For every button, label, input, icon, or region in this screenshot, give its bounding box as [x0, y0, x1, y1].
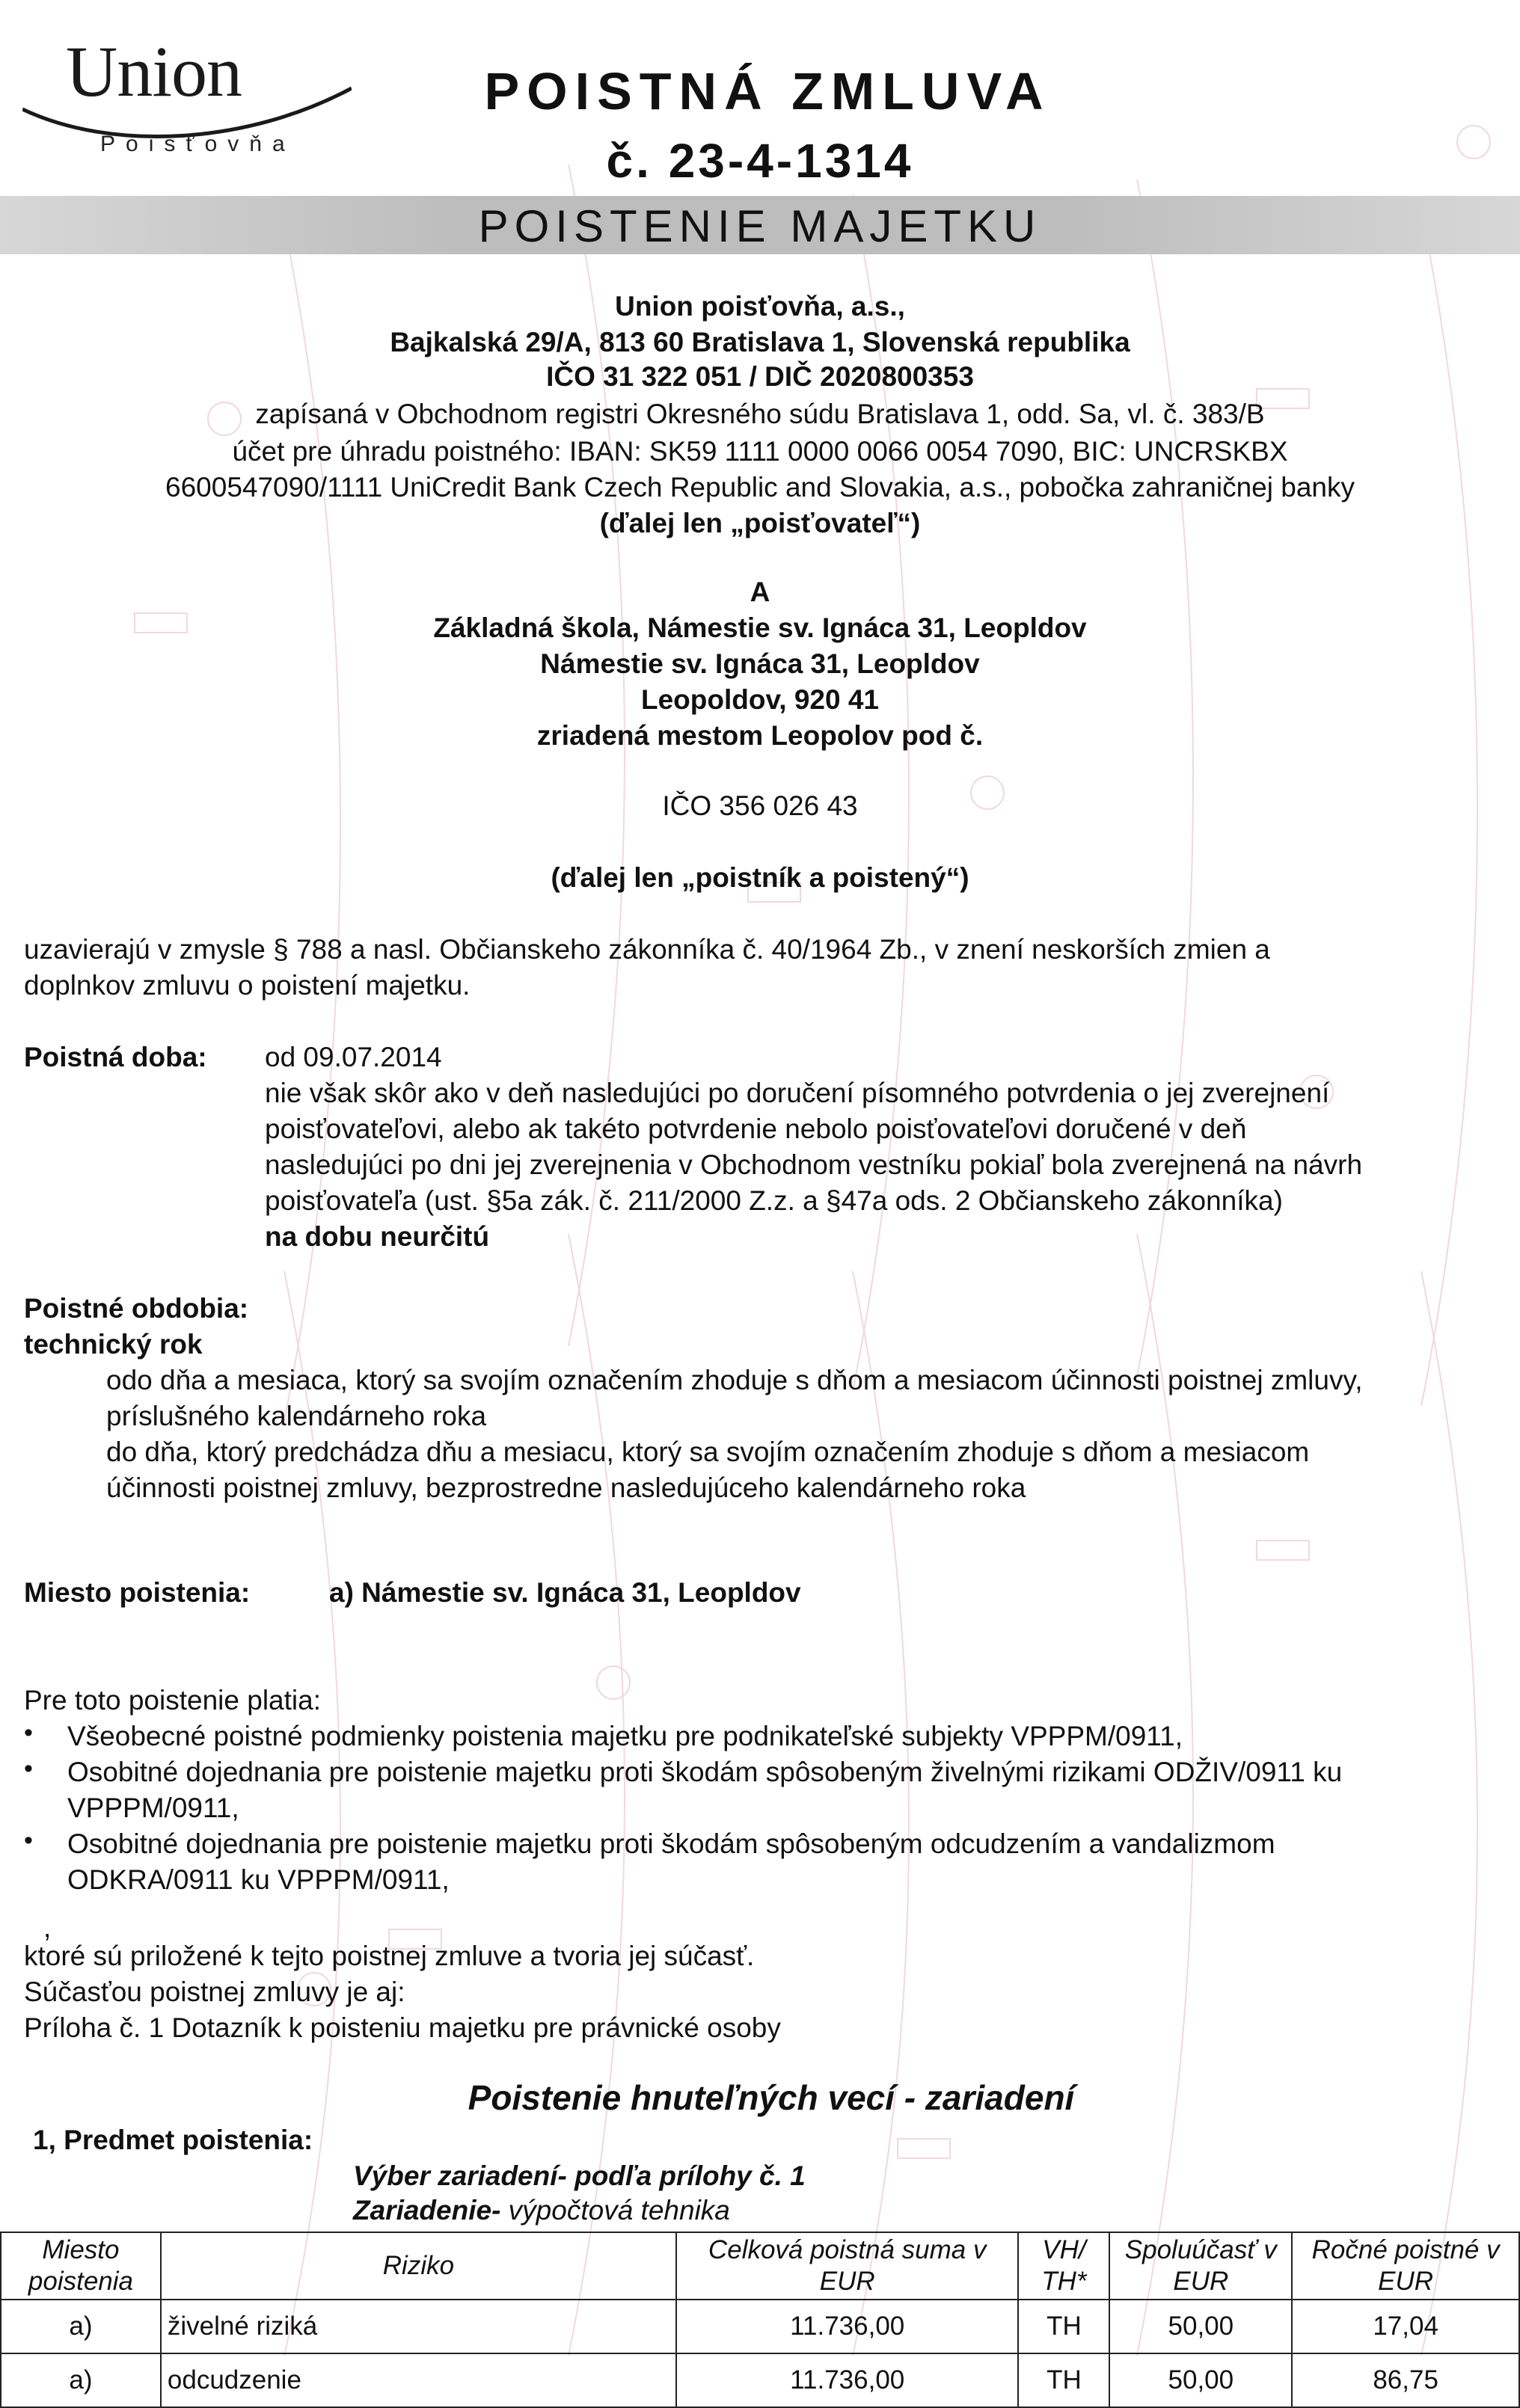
holder-line-3: Leopoldov, 920 41: [640, 684, 880, 715]
header-place: Miesto poistenia: [1, 2232, 161, 2300]
logo-subtitle: Poisťovňa: [100, 132, 295, 156]
header-vh: VH/ TH*: [1018, 2232, 1109, 2300]
conditions-after-1: ktoré sú priložené k tejto poistnej zmluve a tvoria jej súčasť.: [24, 1941, 755, 1971]
cell-vh: TH: [1018, 2353, 1109, 2407]
periods-type: technický rok: [24, 1329, 203, 1360]
header-risk: Riziko: [161, 2232, 676, 2300]
cell-sum: 11.736,00: [676, 2353, 1018, 2407]
header-deductible: Spoluúčasť v EUR: [1109, 2232, 1292, 2300]
intro-line-1: uzavierajú v zmysle § 788 a nasl. Občianskeho zákonníka č. 40/1964 Zb., v znení neskorších zmien a: [24, 934, 1270, 965]
bullet-icon: •: [24, 1826, 33, 1855]
period-label: Poistná doba:: [24, 1042, 207, 1072]
device-label: Zariadenie-: [353, 2195, 501, 2226]
cell-premium: 86,75: [1292, 2353, 1519, 2407]
holder-line-2: Námestie sv. Ignáca 31, Leopldov: [540, 648, 980, 679]
insurer-account-2: 6600547090/1111 UniCredit Bank Czech Republic and Slovakia, a.s., pobočka zahraničnej banky: [165, 472, 1355, 503]
header-sum: Celková poistná suma v EUR: [676, 2232, 1018, 2300]
cell-vh: TH: [1018, 2300, 1109, 2353]
stray-comma: ,: [43, 1912, 52, 1943]
subject-label: 1, Predmet poistenia:: [33, 2125, 313, 2155]
insurer-account-1: účet pre úhradu poistného: IBAN: SK59 1111 0000 0066 0054 7090, BIC: UNCRSKBX: [232, 436, 1288, 467]
condition-2b: VPPPM/0911,: [67, 1793, 239, 1823]
device-value: výpočtová tehnika: [500, 2195, 730, 2226]
table-row: [1, 2300, 1519, 2353]
cell-sum: 11.736,00: [676, 2300, 1018, 2353]
period-from: od 09.07.2014: [265, 1042, 442, 1072]
cell-risk: živelné riziká: [161, 2300, 676, 2353]
cell-deductible: 50,00: [1109, 2353, 1292, 2407]
period-line-3: nasledujúci po dni jej zverejnenia v Obchodnom vestníku pokiaľ bola zverejnená na návrh: [265, 1149, 1363, 1180]
period-line-1: nie však skôr ako v deň nasledujúci po doručení písomného potvrdenia o jej zverejnení: [265, 1078, 1330, 1108]
place-value: a) Námestie sv. Ignáca 31, Leopldov: [329, 1577, 801, 1608]
cell-premium: 17,04: [1292, 2300, 1519, 2353]
period-line-2: poisťovateľovi, alebo ak takéto potvrdenie nebolo poisťovateľovi doručené v deň: [265, 1114, 1247, 1144]
condition-2a: Osobitné dojednania pre poistenie majetku proti škodám spôsobeným živelnými rizikami ODŽIV/0911 ku: [67, 1757, 1343, 1787]
periods-line-3: do dňa, ktorý predchádza dňu a mesiacu, ktorý sa svojím označením zhoduje s dňom a mesiacom: [106, 1437, 1310, 1467]
periods-label: Poistné obdobia:: [24, 1293, 249, 1324]
insurer-name: Union poisťovňa, a.s.,: [615, 291, 905, 322]
periods-line-1: odo dňa a mesiaca, ktorý sa svojím označením zhoduje s dňom a mesiacom účinnosti poistnej zmluvy,: [106, 1365, 1363, 1395]
place-label: Miesto poistenia:: [24, 1577, 251, 1608]
conditions-after-2: Súčasťou poistnej zmluvy je aj:: [24, 1977, 405, 2007]
insurer-alias: (ďalej len „poisťovateľ“): [599, 508, 921, 538]
holder-line-4: zriadená mestom Leopolov pod č.: [536, 720, 984, 751]
logo-wordmark: Union: [66, 31, 242, 111]
cell-place: a): [1, 2300, 161, 2353]
contract-number: č. 23-4-1314: [606, 134, 914, 188]
period-line-4: poisťovateľa (ust. §5a zák. č. 211/2000 Z.z. a §47a ods. 2 Občianskeho zákonníka): [265, 1185, 1283, 1216]
bullet-icon: •: [24, 1754, 33, 1783]
cell-deductible: 50,00: [1109, 2300, 1292, 2353]
insurer-address: Bajkalská 29/A, 813 60 Bratislava 1, Slovenská republika: [390, 327, 1130, 357]
condition-3b: ODKRA/0911 ku VPPPM/0911,: [67, 1864, 450, 1895]
intro-line-2: doplnkov zmluvu o poistení majetku.: [24, 970, 471, 1001]
header-premium: Ročné poistné v EUR: [1292, 2232, 1519, 2300]
selection-note: Výber zariadení- podľa prílohy č. 1: [353, 2160, 806, 2191]
table-header-row: [1, 2232, 1519, 2300]
condition-1: Všeobecné poistné podmienky poistenia majetku pre podnikateľské subjekty VPPPM/0911,: [67, 1721, 1183, 1751]
periods-line-2: príslušného kalendárneho roka: [106, 1401, 487, 1431]
document-title: POISTNÁ ZMLUVA: [484, 62, 1051, 120]
condition-3a: Osobitné dojednania pre poistenie majetku proti škodám spôsobeným odcudzením a vandalizmom: [67, 1828, 1275, 1859]
and-separator: A: [750, 577, 770, 607]
table-row: [1, 2353, 1519, 2407]
period-term: na dobu neurčitú: [265, 1221, 490, 1252]
insurer-register: zapísaná v Obchodnom registri Okresného súdu Bratislava 1, odd. Sa, vl. č. 383/B: [255, 399, 1265, 429]
device-line: [353, 2193, 730, 2229]
cell-place: a): [1, 2353, 161, 2407]
holder-alias: (ďalej len „poistník a poistený“): [551, 862, 969, 893]
holder-line-1: Základná škola, Námestie sv. Ignáca 31, Leopldov: [433, 612, 1087, 643]
document-subtitle: POISTENIE MAJETKU: [478, 201, 1042, 251]
conditions-intro: Pre toto poistenie platia:: [24, 1685, 321, 1716]
insurer-ids: IČO 31 322 051 / DIČ 2020800353: [546, 361, 974, 392]
risk-table: [0, 2232, 1520, 2408]
bullet-icon: •: [24, 1719, 33, 1747]
section-title: Poistenie hnuteľných vecí - zariadení: [468, 2078, 1075, 2117]
cell-risk: odcudzenie: [161, 2353, 676, 2407]
periods-line-4: účinnosti poistnej zmluvy, bezprostredne nasledujúceho kalendárneho roka: [106, 1472, 1026, 1503]
conditions-after-3: Príloha č. 1 Dotazník k poisteniu majetku pre právnické osoby: [24, 2012, 781, 2043]
holder-ico: IČO 356 026 43: [662, 790, 858, 821]
